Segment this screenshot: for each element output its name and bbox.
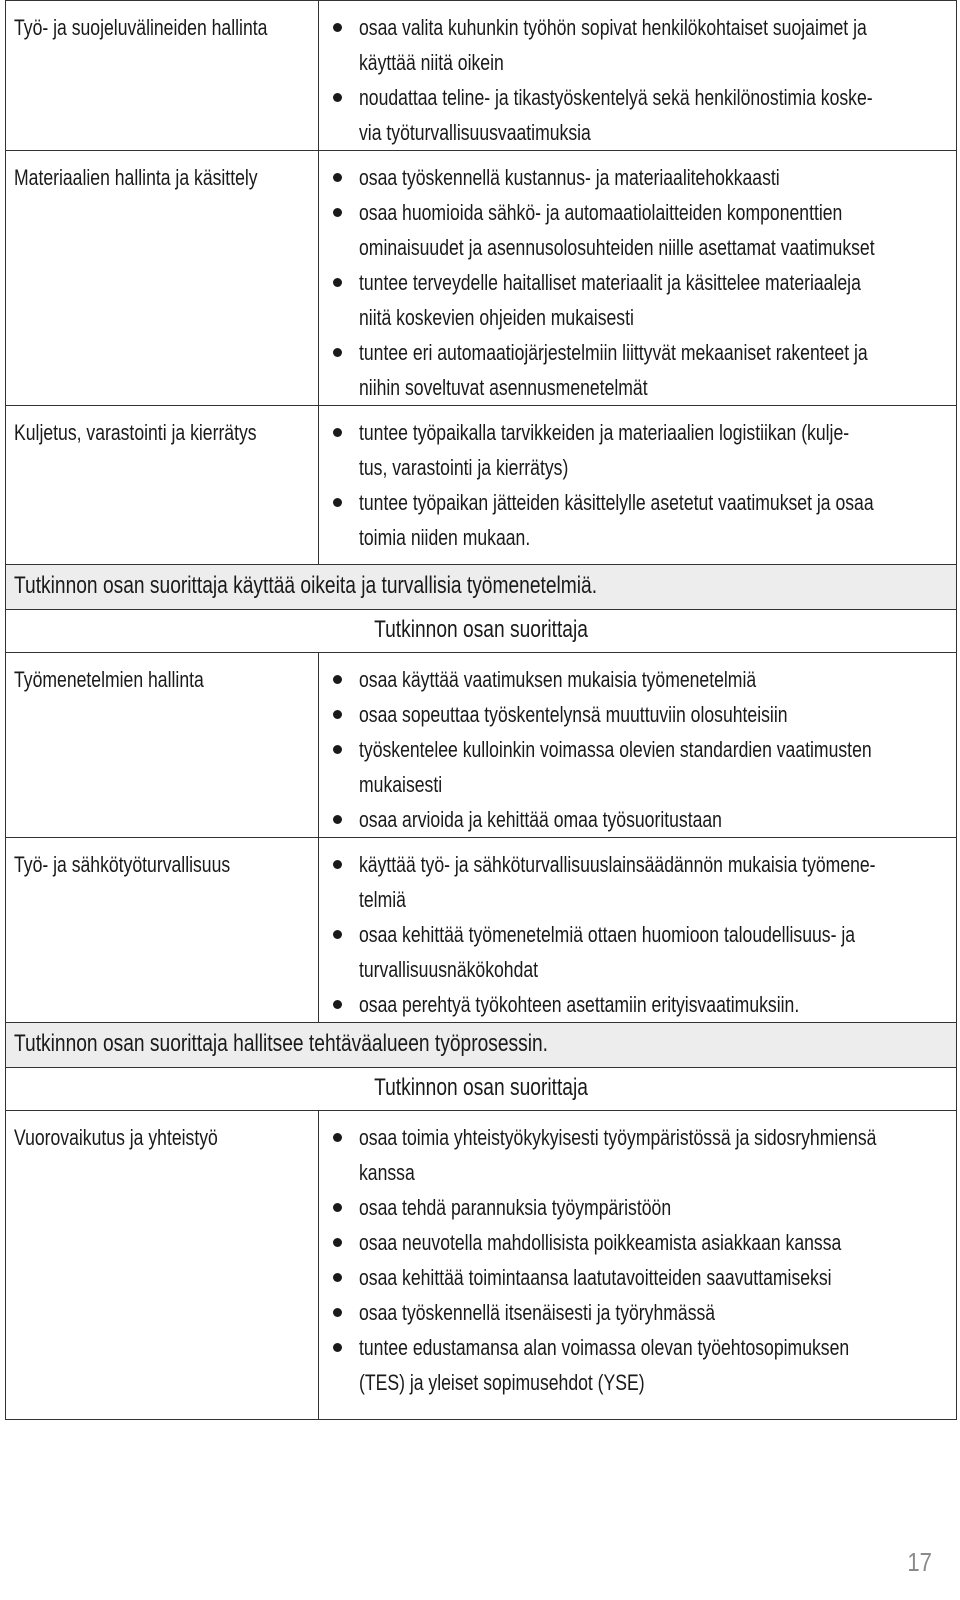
bullet-icon bbox=[333, 23, 342, 32]
subheader-text: Tutkinnon osan suorittaja bbox=[374, 616, 588, 643]
bullet-icon bbox=[333, 1238, 342, 1247]
bullet-icon bbox=[333, 173, 342, 182]
bullet-icon bbox=[333, 930, 342, 939]
bullet-icon bbox=[333, 348, 342, 357]
criterion-text: noudattaa teline- ja tikastyöskentelyä sekä henkilönostimia koske- via työturvallisuusvaatimuksia bbox=[359, 85, 873, 145]
bullet-icon bbox=[333, 1000, 342, 1009]
criteria-list bbox=[319, 406, 956, 555]
list-item bbox=[319, 1260, 956, 1295]
criterion-text: osaa työskennellä kustannus- ja materiaalitehokkaasti bbox=[359, 165, 780, 190]
row-label: Materiaalien hallinta ja käsittely bbox=[14, 165, 258, 190]
list-item bbox=[319, 485, 956, 555]
bullet-icon bbox=[333, 1343, 342, 1352]
criterion-text: työskentelee kulloinkin voimassa olevien standardien vaatimusten mukaisesti bbox=[359, 737, 872, 797]
list-item bbox=[319, 195, 956, 265]
criterion-text: tuntee eri automaatiojärjestelmiin liittyvät mekaaniset rakenteet ja niihin soveltuvat asennusmenetelmät bbox=[359, 340, 868, 400]
row-label: Työ- ja sähkötyöturvallisuus bbox=[14, 852, 231, 877]
bullet-icon bbox=[333, 675, 342, 684]
bullet-icon bbox=[333, 745, 342, 754]
list-item bbox=[319, 10, 956, 80]
list-item bbox=[319, 1225, 956, 1260]
bullet-icon bbox=[333, 710, 342, 719]
competence-table bbox=[5, 0, 957, 1420]
criterion-text: osaa arvioida ja kehittää omaa työsuoritustaan bbox=[359, 807, 722, 832]
bullet-icon bbox=[333, 498, 342, 507]
criterion-text: osaa toimia yhteistyökykyisesti työympäristössä ja sidosryhmiensä kanssa bbox=[359, 1125, 877, 1185]
table-row bbox=[6, 653, 957, 838]
criteria-list bbox=[319, 1, 956, 150]
table-row bbox=[6, 151, 957, 406]
list-item bbox=[319, 160, 956, 195]
banner-text: Tutkinnon osan suorittaja hallitsee tehtäväalueen työprosessin. bbox=[14, 1030, 549, 1057]
criterion-text: osaa valita kuhunkin työhön sopivat henkilökohtaiset suojaimet ja käyttää niitä oikein bbox=[359, 15, 867, 75]
list-item bbox=[319, 987, 956, 1022]
criterion-text: osaa sopeuttaa työskentelynsä muuttuviin olosuhteisiin bbox=[359, 702, 788, 727]
row-label: Työ- ja suojeluvälineiden hallinta bbox=[14, 15, 268, 40]
list-item bbox=[319, 80, 956, 150]
bullet-icon bbox=[333, 428, 342, 437]
criterion-text: tuntee edustamansa alan voimassa olevan työehtosopimuksen (TES) ja yleiset sopimusehdot (YSE) bbox=[359, 1335, 850, 1395]
document-page bbox=[5, 0, 957, 1420]
bullet-icon bbox=[333, 208, 342, 217]
subheader-row bbox=[6, 610, 957, 653]
criteria-list bbox=[319, 1111, 956, 1400]
list-item bbox=[319, 415, 956, 485]
list-item bbox=[319, 732, 956, 802]
subheader-text: Tutkinnon osan suorittaja bbox=[374, 1074, 588, 1101]
criteria-list bbox=[319, 151, 956, 405]
subheader-row bbox=[6, 1068, 957, 1111]
bullet-icon bbox=[333, 93, 342, 102]
bullet-icon bbox=[333, 1273, 342, 1282]
criteria-list bbox=[319, 653, 956, 837]
list-item bbox=[319, 802, 956, 837]
criteria-list bbox=[319, 838, 956, 1022]
criterion-text: tuntee työpaikan jätteiden käsittelylle asetetut vaatimukset ja osaa toimia niiden mukaan. bbox=[359, 490, 874, 550]
criterion-text: osaa kehittää toimintaansa laatutavoitteiden saavuttamiseksi bbox=[359, 1265, 832, 1290]
table-row bbox=[6, 838, 957, 1023]
row-label: Vuorovaikutus ja yhteistyö bbox=[14, 1125, 218, 1150]
list-item bbox=[319, 335, 956, 405]
criterion-text: tuntee työpaikalla tarvikkeiden ja materiaalien logistiikan (kulje- tus, varastointi ja kierrätys) bbox=[359, 420, 850, 480]
bullet-icon bbox=[333, 815, 342, 824]
page-number: 17 bbox=[907, 1547, 932, 1577]
criterion-text: tuntee terveydelle haitalliset materiaalit ja käsittelee materiaaleja niitä koskevien ohjeiden mukaisesti bbox=[359, 270, 861, 330]
list-item bbox=[319, 697, 956, 732]
section-banner bbox=[6, 565, 957, 610]
criterion-text: osaa käyttää vaatimuksen mukaisia työmenetelmiä bbox=[359, 667, 757, 692]
bullet-icon bbox=[333, 1133, 342, 1142]
list-item bbox=[319, 1295, 956, 1330]
row-label: Työmenetelmien hallinta bbox=[14, 667, 204, 692]
criterion-text: osaa neuvotella mahdollisista poikkeamista asiakkaan kanssa bbox=[359, 1230, 842, 1255]
list-item bbox=[319, 917, 956, 987]
criterion-text: osaa huomioida sähkö- ja automaatiolaitteiden komponenttien ominaisuudet ja asennusolosuhteiden niille asettamat vaatimukset bbox=[359, 200, 875, 260]
table-row bbox=[6, 406, 957, 565]
list-item bbox=[319, 1120, 956, 1190]
criterion-text: osaa kehittää työmenetelmiä ottaen huomioon taloudellisuus- ja turvallisuusnäkökohdat bbox=[359, 922, 856, 982]
section-banner bbox=[6, 1023, 957, 1068]
criterion-text: osaa työskennellä itsenäisesti ja työryhmässä bbox=[359, 1300, 716, 1325]
banner-text: Tutkinnon osan suorittaja käyttää oikeita ja turvallisia työmenetelmiä. bbox=[14, 572, 598, 599]
bullet-icon bbox=[333, 278, 342, 287]
table-row bbox=[6, 1, 957, 151]
list-item bbox=[319, 847, 956, 917]
list-item bbox=[319, 1330, 956, 1400]
bullet-icon bbox=[333, 860, 342, 869]
list-item bbox=[319, 1190, 956, 1225]
table-row bbox=[6, 1111, 957, 1420]
bullet-icon bbox=[333, 1308, 342, 1317]
row-label: Kuljetus, varastointi ja kierrätys bbox=[14, 420, 257, 445]
list-item bbox=[319, 662, 956, 697]
list-item bbox=[319, 265, 956, 335]
bullet-icon bbox=[333, 1203, 342, 1212]
criterion-text: käyttää työ- ja sähköturvallisuuslainsäädännön mukaisia työmene- telmiä bbox=[359, 852, 876, 912]
criterion-text: osaa perehtyä työkohteen asettamiin erityisvaatimuksiin. bbox=[359, 992, 800, 1017]
criterion-text: osaa tehdä parannuksia työympäristöön bbox=[359, 1195, 672, 1220]
